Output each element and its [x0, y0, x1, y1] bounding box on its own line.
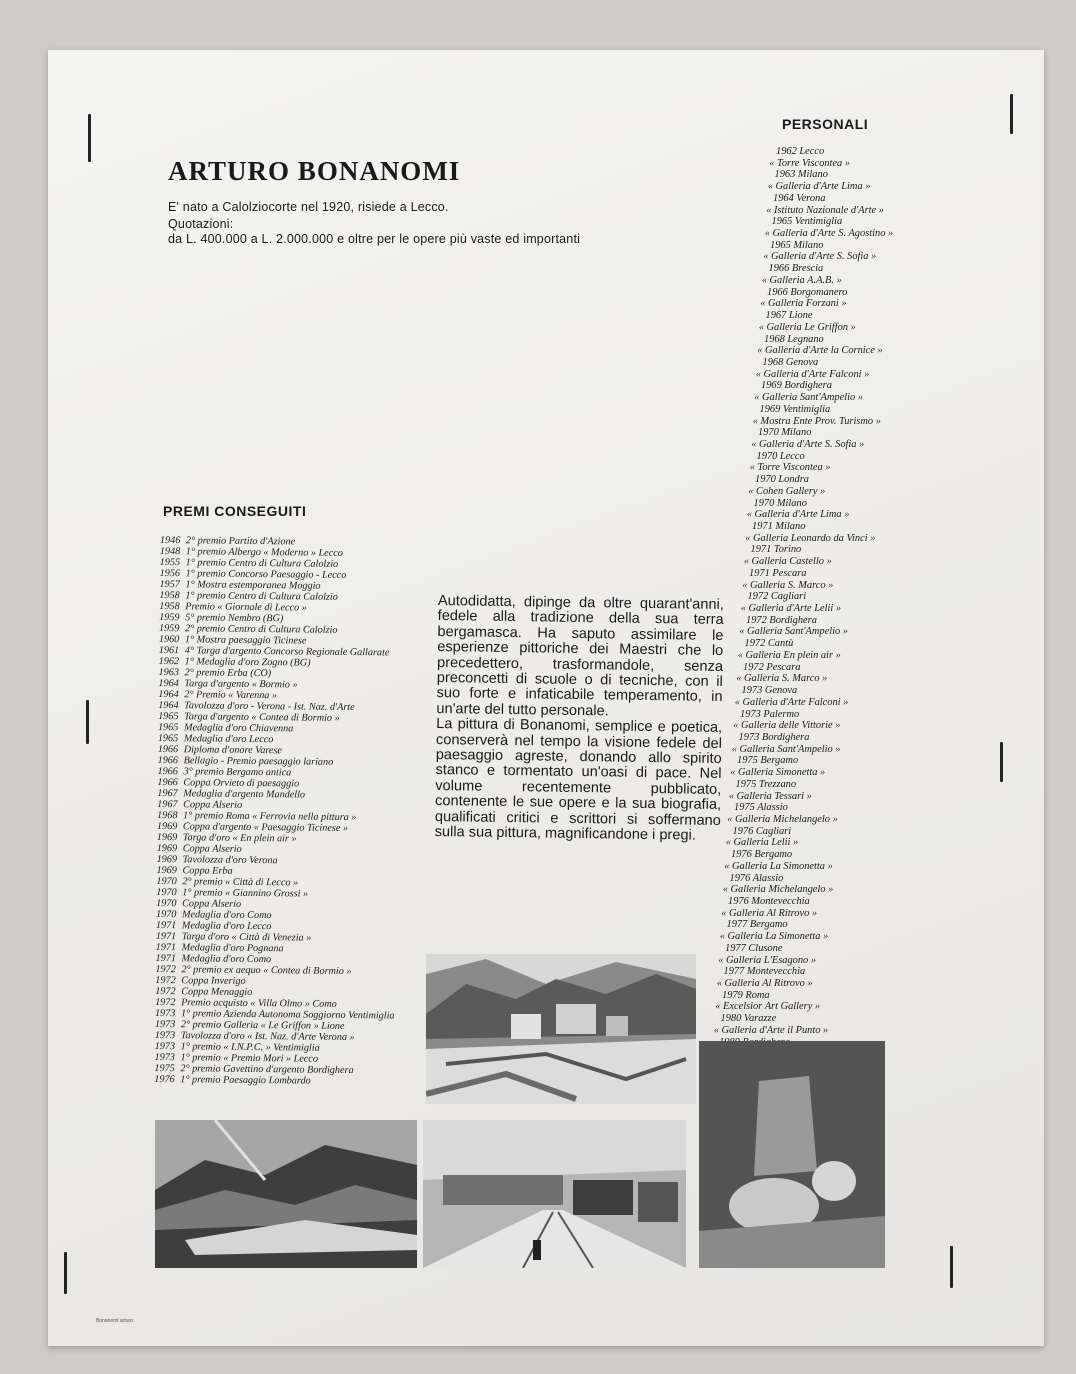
- premio-year: 1959: [158, 622, 180, 635]
- personali-item: « Galleria d'Arte S. Sofia »: [751, 438, 865, 450]
- personali-item: « Galleria Sant'Ampelio »: [731, 743, 841, 755]
- personali-item: 1965 Ventimiglia: [771, 216, 843, 228]
- personali-item: 1970 Lecco: [756, 450, 805, 462]
- personali-item: 1972 Cantù: [744, 638, 794, 650]
- personali-item: « Galleria d'Arte la Cornice »: [757, 345, 883, 357]
- personali-item: 1970 Milano: [753, 497, 807, 509]
- premio-text: Medaglia d'oro Como: [181, 953, 272, 966]
- premio-text: 1° premio Roma « Ferrovia nella pittura »: [183, 810, 357, 824]
- personali-item: « Galleria delle Vittorie »: [733, 720, 841, 732]
- premio-text: Targa d'argento « Contea di Bormio »: [184, 711, 340, 724]
- personali-item: 1973 Bordighera: [738, 731, 810, 743]
- premio-year: 1972: [155, 963, 176, 976]
- premio-text: Tavolozza d'oro « Ist. Naz. d'Arte Verona »: [180, 1030, 355, 1044]
- personali-item: « Galleria Lelii »: [725, 837, 799, 849]
- premio-year: 1971: [155, 941, 177, 954]
- personali-item: 1967 Lione: [765, 310, 813, 322]
- premio-text: Medaglia d'oro Lecco: [181, 920, 272, 933]
- premio-text: Targa d'oro « En plein air »: [182, 832, 297, 845]
- personali-item: 1977 Montevecchia: [723, 966, 806, 978]
- personali-item: 1964 Verona: [773, 192, 826, 204]
- premio-year: 1948: [159, 545, 181, 558]
- personali-item: 1980 Varazze: [720, 1013, 777, 1025]
- premio-text: Coppa Alserio: [183, 799, 243, 811]
- premio-text: 1° premio Concorso Paesaggio - Lecco: [185, 568, 347, 581]
- premio-year: 1967: [157, 798, 178, 811]
- personali-item: 1976 Cagliari: [732, 825, 792, 837]
- personali-item: « Excelsior Art Gallery »: [715, 1001, 821, 1013]
- personali-item: 1970 Milano: [758, 427, 812, 439]
- biography-paragraph-1: Autodidatta, dipinge da oltre quarant'anni, fedele alla tradizione della sua terra bergamasca. Ha saputo assimilare le esperienze pittoriche dei Maestri che lo precedettero, trasformandole, senza preconcetti di scuole o di tecniche, con il suo forte e infaticabile temperamento, in un'arte del tutto personale.: [436, 593, 724, 720]
- personali-item: « Galleria Le Griffon »: [758, 321, 856, 333]
- personali-item: « Galleria d'Arte il Punto »: [713, 1024, 829, 1036]
- intro-quotes-label: Quotazioni:: [168, 217, 234, 231]
- personali-item: 1969 Ventimiglia: [759, 403, 831, 415]
- premio-text: 4° Targa d'argento Concorso Regionale Gallarate: [184, 645, 390, 659]
- staple-mid-left: [86, 700, 89, 744]
- personali-item: 1966 Borgomanero: [767, 286, 848, 298]
- premio-year: 1966: [157, 743, 179, 756]
- premio-year: 1973: [154, 1029, 176, 1042]
- personali-item: « Galleria Al Ritrovo »: [721, 907, 818, 919]
- personali-item: 1973 Genova: [741, 685, 798, 697]
- personali-item: « Galleria Tessari »: [728, 790, 812, 802]
- personali-item: 1975 Trezzano: [735, 778, 797, 790]
- premio-text: Medaglia d'oro Chiavenna: [183, 722, 294, 735]
- personali-item: « Galleria S. Marco »: [742, 579, 834, 591]
- personali-item: 1966 Brescia: [768, 263, 824, 275]
- premio-year: 1973: [154, 1051, 175, 1064]
- premio-year: 1971: [155, 919, 177, 932]
- premio-year: 1957: [159, 578, 180, 591]
- personali-item: 1972 Pescara: [743, 661, 801, 673]
- personali-item: « Galleria d'Arte S. Agostino »: [764, 228, 894, 240]
- personali-item: « Galleria d'Arte Lima »: [746, 509, 850, 521]
- premio-year: 1958: [159, 589, 180, 602]
- personali-item: « Torre Viscontea »: [769, 157, 850, 169]
- personali-item: 1968 Legnano: [764, 333, 824, 345]
- premio-year: 1976: [154, 1073, 175, 1086]
- personali-item: 1977 Bergamo: [726, 919, 788, 931]
- personali-item: « Galleria A.A.B. »: [761, 274, 842, 286]
- personali-item: « Galleria Simonetta »: [730, 767, 826, 779]
- personali-item: « Galleria Michelangelo »: [727, 813, 838, 825]
- premio-year: 1970: [156, 886, 177, 899]
- premio-text: 1° premio « Giannino Grossi »: [182, 887, 309, 900]
- personali-item: 1971 Milano: [752, 521, 806, 532]
- personali-item: « Galleria d'Arte Lelii »: [740, 603, 842, 615]
- premio-text: Coppa Menaggio: [181, 986, 253, 998]
- premio-text: Medaglia d'oro Pognana: [181, 942, 284, 955]
- premio-year: 1962: [158, 655, 180, 668]
- premio-year: 1972: [155, 985, 176, 998]
- personali-item: « Galleria La Simonetta »: [719, 931, 829, 943]
- premi-list: [154, 535, 430, 1088]
- personali-item: 1963 Milano: [774, 169, 828, 181]
- premio-year: 1963: [158, 666, 179, 679]
- personali-item: « Galleria L'Esagono »: [718, 954, 817, 966]
- premio-text: Diploma d'onore Varese: [183, 744, 283, 757]
- premio-text: 1° premio Azienda Autonoma Soggiorno Ventimiglia: [180, 1008, 395, 1022]
- premio-text: 1° premio Centro di Cultura Calolzio: [185, 557, 339, 570]
- footer-caption: Bonanomi arturo: [96, 1318, 133, 1324]
- page-title: ARTURO BONANOMI: [168, 156, 461, 186]
- premio-text: Medaglia d'oro Como: [181, 909, 272, 922]
- premio-text: 1° Medaglia d'oro Zogno (BG): [184, 656, 311, 669]
- premio-year: 1972: [155, 974, 176, 987]
- premio-text: 1° Mostra estemporanea Moggio: [185, 579, 321, 592]
- premio-year: 1969: [156, 842, 178, 855]
- personali-item: 1970 Londra: [755, 474, 809, 486]
- premio-text: Coppa Inverigo: [181, 975, 246, 987]
- premio-text: 2° premio Partito d'Azione: [185, 535, 296, 548]
- personali-item: « Galleria d'Arte Falconi »: [755, 368, 870, 380]
- personali-item: « Cohen Gallery »: [748, 485, 826, 497]
- premio-year: 1975: [154, 1062, 175, 1075]
- personali-item: « Galleria Sant'Ampelio »: [754, 392, 863, 404]
- premio-text: 2° Premio « Varenna »: [184, 689, 278, 702]
- premio-year: 1965: [158, 710, 179, 723]
- personali-item: 1972 Cagliari: [747, 591, 807, 603]
- premio-text: Medaglia d'oro Lecco: [183, 733, 274, 746]
- personali-item: 1972 Bordighera: [746, 614, 817, 626]
- personali-item: « Galleria Forzani »: [760, 298, 847, 310]
- premio-year: 1965: [157, 732, 179, 745]
- premio-text: Targa d'oro « Città di Venezia »: [181, 931, 312, 944]
- premio-text: Bellagio - Premio paesaggio lariano: [183, 755, 334, 768]
- personali-item: « Galleria Al Ritrovo »: [716, 978, 813, 990]
- personali-item: 1975 Alassio: [734, 802, 788, 814]
- premio-year: 1964: [158, 688, 179, 701]
- intro-quotes: da L. 400.000 a L. 2.000.000 e oltre per le opere più vaste ed importanti: [168, 232, 581, 246]
- staple-mid-right: [1000, 742, 1003, 782]
- personali-item: « Galleria Leonardo da Vinci »: [745, 532, 876, 544]
- premio-text: Premio « Giornale di Lecco »: [185, 601, 307, 614]
- premio-text: Coppa Alserio: [182, 843, 242, 855]
- premio-year: 1969: [156, 853, 178, 866]
- premio-text: Tavolozza d'oro Verona: [182, 854, 278, 867]
- staple-bottom-left: [64, 1252, 67, 1294]
- biography-text: [435, 594, 724, 844]
- personali-item: 1968 Genova: [762, 356, 819, 368]
- premio-year: 1973: [154, 1040, 176, 1053]
- personali-item: « Galleria Castello »: [743, 556, 832, 568]
- premio-year: 1964: [158, 699, 179, 712]
- premio-year: 1970: [155, 908, 177, 921]
- personali-item: « Torre Viscontea »: [749, 462, 831, 474]
- premio-text: 2° premio « Città di Lecco »: [182, 876, 299, 889]
- premio-year: 1961: [158, 644, 180, 657]
- staple-top-left: [88, 114, 91, 162]
- premio-text: 1° premio Paesaggio Lombardo: [180, 1074, 311, 1087]
- premio-text: Coppa Erba: [182, 865, 233, 877]
- personali-item: 1976 Alassio: [729, 872, 784, 884]
- premio-text: 1° premio « I.N.P.C. » Ventimiglia: [180, 1041, 320, 1054]
- personali-item: 1979 Roma: [722, 989, 770, 1001]
- personali-item: « Galleria Sant'Ampelio »: [739, 626, 848, 638]
- premio-text: Coppa Orvieto di paesaggio: [183, 777, 300, 790]
- personali-item: « Istituto Nazionale d'Arte »: [766, 204, 884, 216]
- premio-text: Tavolozza d'oro - Verona - Ist. Naz. d'Arte: [184, 700, 355, 714]
- premio-text: 2° premio Gavettino d'argento Bordighera: [180, 1063, 354, 1077]
- personali-item: « Galleria S. Marco »: [736, 673, 828, 685]
- premio-year: 1955: [159, 556, 181, 569]
- staple-top-right: [1010, 94, 1013, 134]
- premio-year: 1958: [159, 600, 180, 613]
- premio-year: 1956: [159, 567, 181, 580]
- premio-text: 1° premio « Premio Mori » Lecco: [180, 1052, 319, 1065]
- premio-year: 1959: [159, 611, 180, 624]
- intro-born: E' nato a Calolziocorte nel 1920, risiede a Lecco.: [168, 200, 449, 214]
- personali-item: 1976 Bergamo: [731, 849, 793, 861]
- premio-text: Coppa Alserio: [182, 898, 242, 910]
- premio-year: 1966: [157, 754, 179, 767]
- premio-year: 1967: [157, 787, 178, 800]
- personali-list: [706, 146, 966, 1060]
- premio-year: 1965: [157, 721, 179, 734]
- personali-item: « Galleria En plein air »: [737, 649, 841, 661]
- premio-text: 5° premio Nembro (BG): [185, 612, 284, 625]
- personali-item: 1973 Palermo: [740, 708, 800, 720]
- premio-text: 1° premio Albergo « Moderno » Lecco: [185, 546, 343, 559]
- premio-year: 1973: [154, 1007, 176, 1020]
- personali-item: 1962 Lecco: [776, 146, 825, 157]
- premio-year: 1972: [155, 996, 176, 1009]
- personali-item: 1971 Pescara: [749, 567, 807, 579]
- personali-item: « Galleria d'Arte Lima »: [767, 181, 871, 193]
- premio-text: 2° premio Centro di Cultura Calolzio: [184, 623, 338, 636]
- premio-year: 1970: [156, 875, 177, 888]
- premio-year: 1969: [156, 831, 178, 844]
- personali-heading: PERSONALI: [782, 116, 869, 132]
- premio-year: 1973: [154, 1018, 176, 1031]
- premio-year: 1971: [155, 930, 177, 943]
- premio-year: 1969: [156, 864, 177, 877]
- personali-item: « Mostra Ente Prov. Turismo »: [752, 415, 881, 427]
- staple-bottom-right: [950, 1246, 953, 1288]
- premio-text: Medaglia d'argento Mandello: [183, 788, 306, 801]
- premio-year: 1964: [158, 677, 179, 690]
- painting-mountain-valley: [155, 1120, 417, 1268]
- premio-year: 1970: [156, 897, 177, 910]
- premio-text: 3° premio Bergamo antica: [183, 766, 292, 779]
- premio-year: 1966: [157, 765, 178, 778]
- premio-year: 1968: [157, 809, 178, 822]
- premio-text: 1° Mostra paesaggio Ticinese: [184, 634, 307, 647]
- personali-item: « Galleria Michelangelo »: [722, 884, 834, 896]
- premio-year: 1969: [156, 820, 178, 833]
- biography-paragraph-2: La pittura di Bonanomi, semplice e poetica, conserverà nel tempo la visione fedele del paesaggio agreste, donando allo spirito stanco e tormentato un'oasi di pace. Nel volume recentemente pubblicato, contenente le sue opere e la sua biografia, qualificati critici e scrittori si soffermano sulla sua pittura, magnificandone i pregi.: [434, 716, 723, 844]
- premio-year: 1946: [159, 535, 181, 547]
- personali-item: « Galleria d'Arte S. Sofia »: [763, 251, 877, 263]
- premio-text: 2° premio ex aequo « Contea di Bormio »: [181, 964, 352, 978]
- personali-item: 1975 Bergamo: [737, 755, 799, 767]
- intro-block: [168, 200, 688, 247]
- personali-item: 1977 Clusone: [725, 942, 783, 954]
- premi-heading: PREMI CONSEGUITI: [163, 503, 307, 519]
- painting-village-snow: [426, 954, 696, 1104]
- personali-item: 1969 Bordighera: [761, 380, 832, 392]
- premio-text: 1° premio Centro di Cultura Calolzio: [185, 590, 338, 603]
- premio-year: 1960: [158, 633, 180, 646]
- personali-item: 1971 Torino: [750, 544, 802, 556]
- personali-item: « Galleria d'Arte Falconi »: [734, 696, 849, 708]
- premio-year: 1966: [157, 776, 178, 789]
- personali-item: 1965 Milano: [770, 239, 824, 251]
- premio-text: Premio acquisto « Villa Olmo » Como: [181, 997, 337, 1010]
- premio-text: 2° premio Galleria « Le Griffon » Lione: [180, 1019, 345, 1032]
- personali-item: 1976 Montevecchia: [728, 896, 810, 907]
- painting-railway-station: [423, 1120, 686, 1268]
- premio-text: Coppa d'argento « Paesaggio Ticinese »: [182, 821, 349, 834]
- premio-text: 2° premio Erba (CO): [184, 667, 272, 680]
- painting-still-life: [699, 1041, 885, 1268]
- premio-text: Targa d'argento « Bormio »: [184, 678, 298, 691]
- premio-year: 1971: [155, 952, 176, 965]
- personali-item: « Galleria La Simonetta »: [724, 860, 833, 872]
